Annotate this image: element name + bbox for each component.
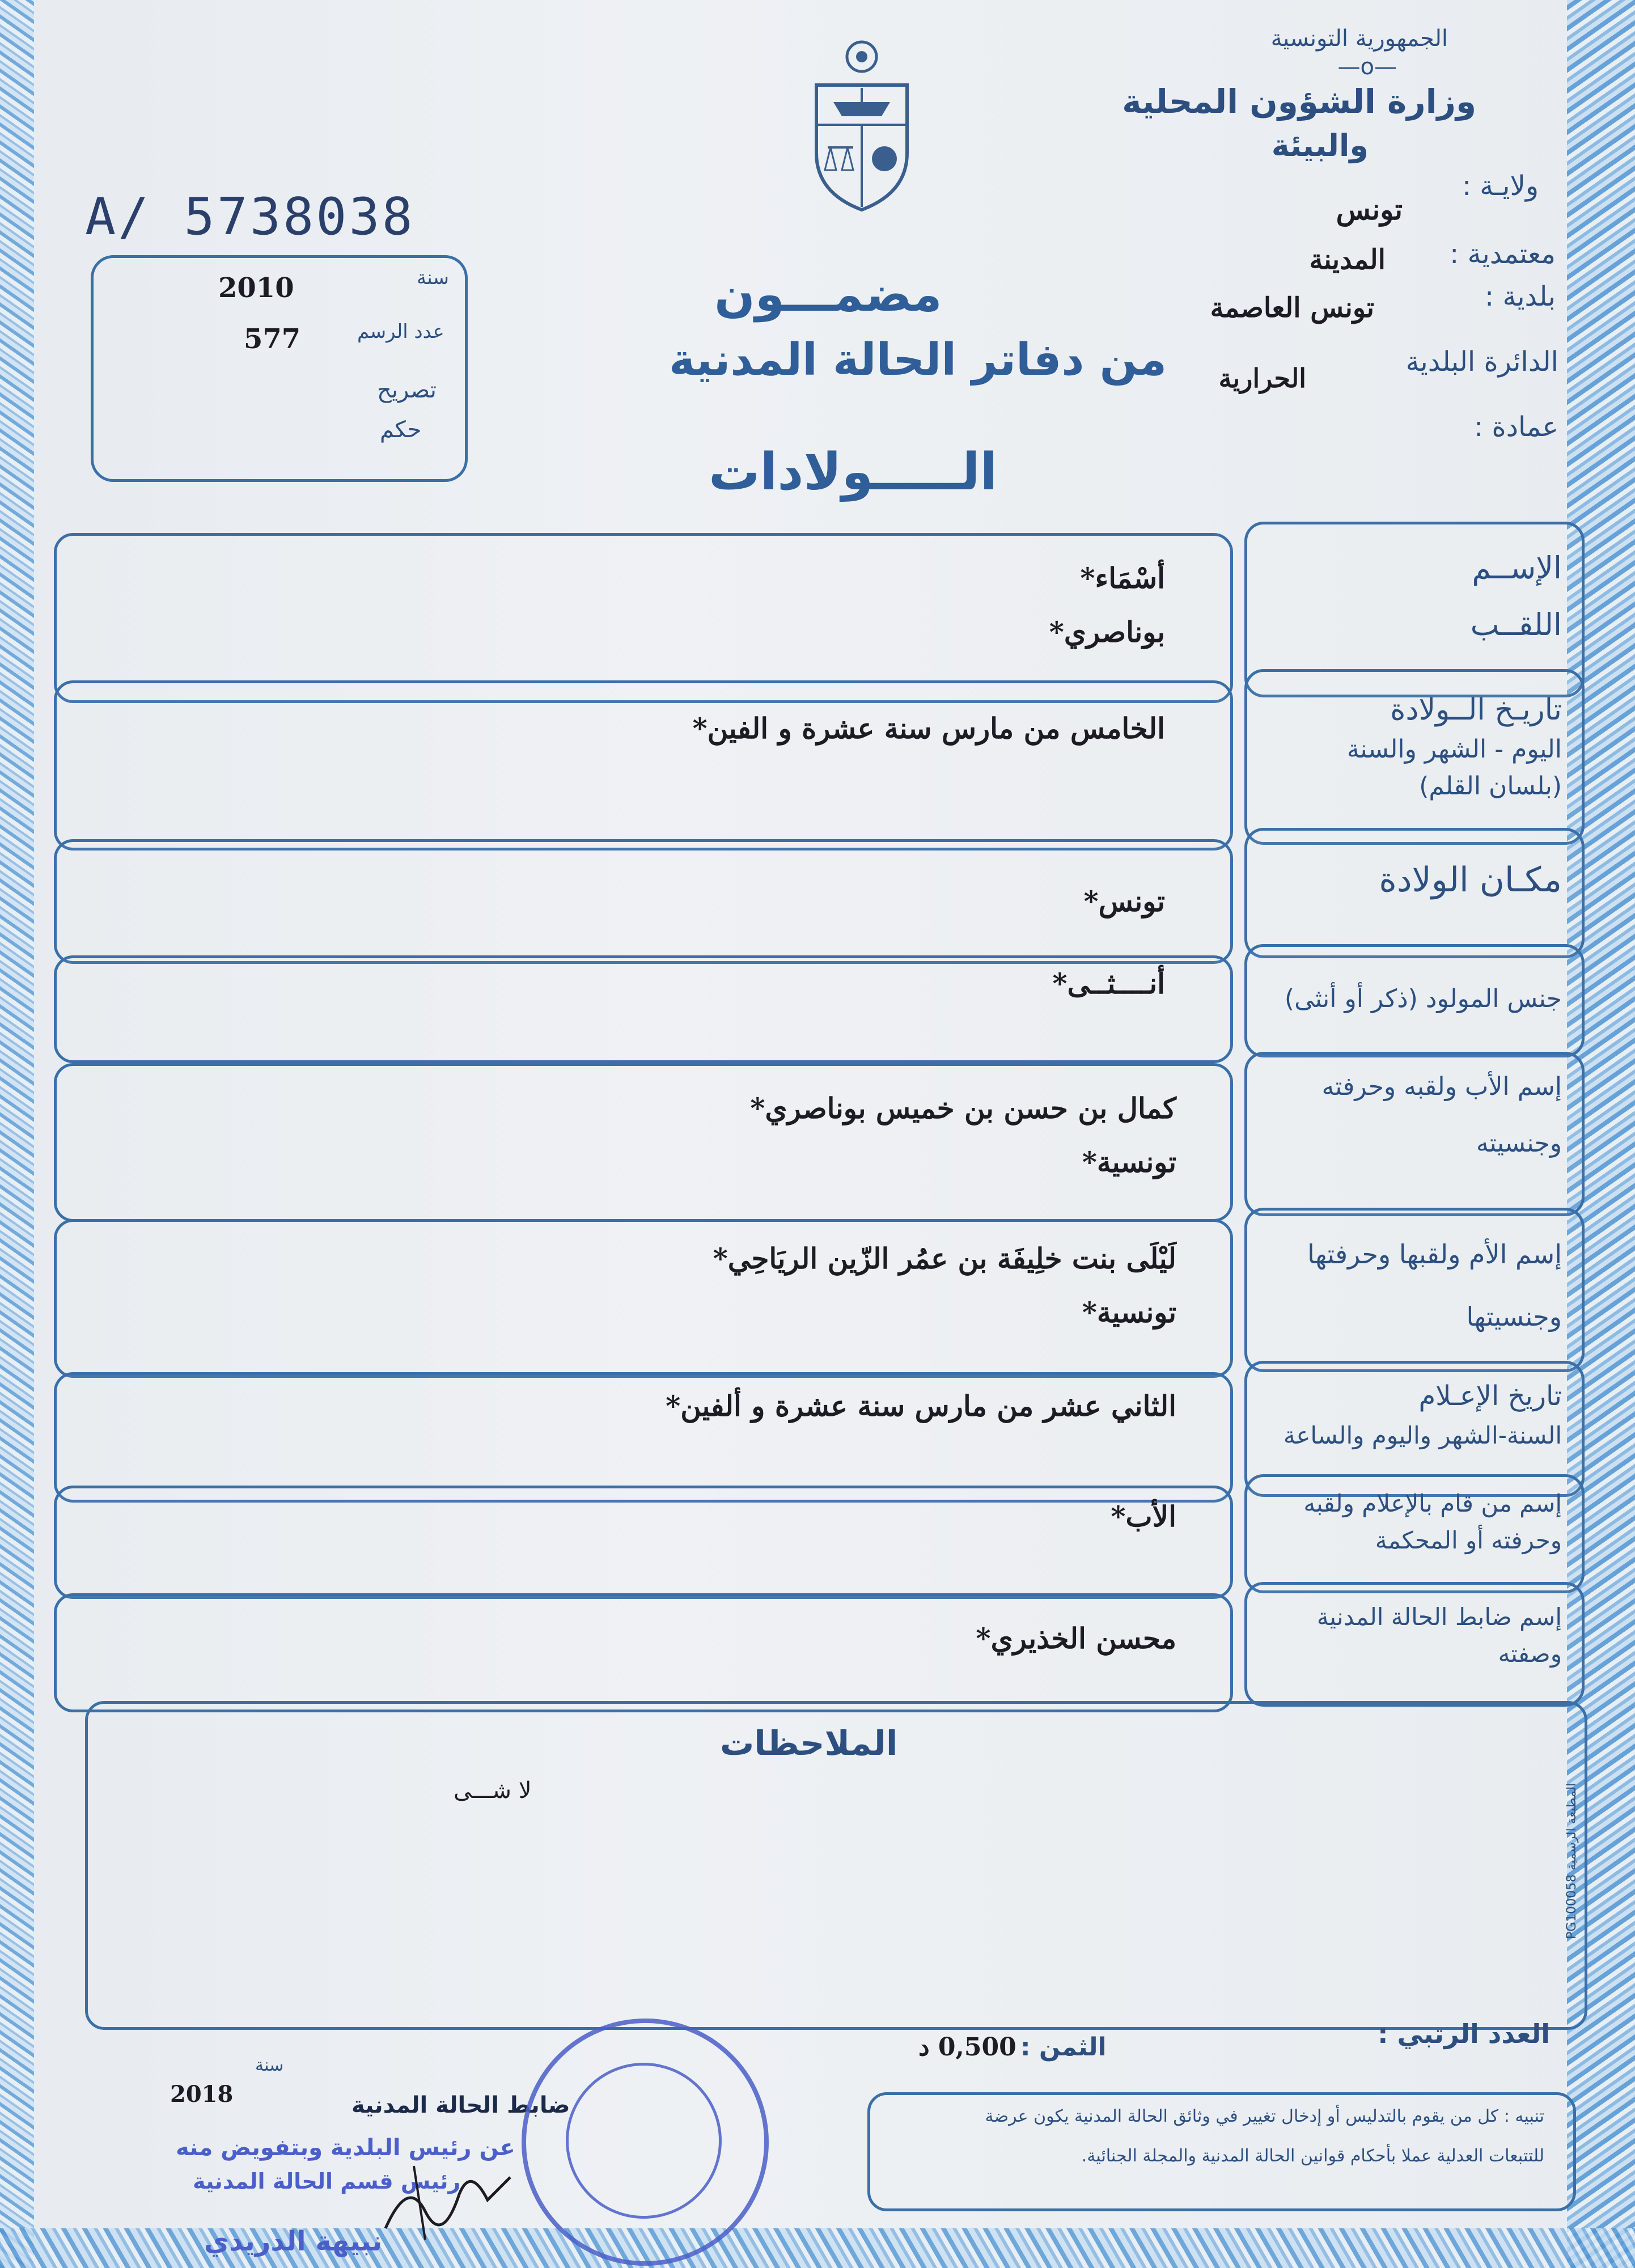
birth-date-value: الخامس من مارس سنة عشرة و الفين* — [692, 712, 1165, 745]
issue-year-label: سنة — [255, 2055, 284, 2075]
row-civil-officer — [54, 1582, 1585, 1712]
notes-title: الملاحظات — [720, 1724, 898, 1763]
declaration-date-sublabel: السنة-الشهر واليوم والساعة — [1283, 1421, 1562, 1449]
registration-number-label: عدد الرسم — [357, 320, 444, 343]
declarant-value: الأب* — [1111, 1500, 1176, 1533]
declarant-sublabel: وحرفته أو المحكمة — [1375, 1526, 1562, 1554]
declaration-date-label: تاريخ الإعـلام — [1418, 1380, 1562, 1412]
district-value: الحرارية — [1218, 363, 1306, 393]
issue-year-value: 2018 — [170, 2081, 234, 2108]
surname-value: بوناصري* — [1049, 615, 1165, 649]
delegation-value: المدينة — [1309, 244, 1386, 276]
mother-name-value: لَيْلَى بنت خلِيفَة بن عمُر الزّين الريَاحِي* — [713, 1242, 1176, 1275]
judgment-label: حكم — [380, 417, 422, 443]
mother-label-cell — [1244, 1208, 1585, 1372]
issuing-officer-name: نبيهة الدريدي — [204, 2225, 383, 2257]
serial-number-label: العدد الرتبي : — [1378, 2019, 1550, 2049]
birth-place-value: تونس* — [1083, 885, 1165, 918]
delegation-label: معتمدية : — [1450, 238, 1556, 270]
father-nationality-label: وجنسيته — [1476, 1129, 1562, 1158]
warning-text-line1: تنبيه : كل من يقوم بالتدليس أو إدخال تغيير في وثائق الحالة المدنية يكون عرضة — [985, 2106, 1544, 2126]
father-nationality-value: تونسية* — [1082, 1145, 1176, 1179]
sex-value: أنــــثــى* — [1052, 967, 1165, 1000]
notes-value: لا شـــى — [454, 1778, 532, 1804]
row-declarant — [54, 1474, 1585, 1599]
document-serial-number: A/ 5738038 — [85, 187, 415, 247]
mother-nationality-value: تونسية* — [1082, 1296, 1176, 1329]
republic-title: الجمهورية التونسية — [1270, 26, 1448, 52]
official-stamp — [522, 2019, 769, 2266]
row-birth-place — [54, 828, 1585, 964]
officer-value: محسن الخذيري* — [976, 1622, 1176, 1655]
mother-label: إسم الأم ولقبها وحرفتها — [1307, 1239, 1562, 1270]
header-separator: —o— — [1337, 54, 1397, 80]
warning-text-line2: للتتبعات العدلية عملا بأحكام قوانين الحالة المدنية والمجلة الجنائية. — [1081, 2146, 1544, 2166]
birth-place-label: مكـان الولادة — [1379, 860, 1562, 900]
municipality-label: بلدية : — [1485, 281, 1556, 312]
year-value: 2010 — [218, 272, 294, 304]
governorate-value: تونس — [1336, 193, 1403, 226]
declaration-date-value: الثاني عشر من مارس سنة عشرة و ألفين* — [666, 1389, 1176, 1423]
officer-sublabel: وصفته — [1498, 1640, 1562, 1668]
district-label: الدائرة البلدية — [1405, 346, 1558, 378]
price-value: 0,500 د — [918, 2033, 1016, 2062]
father-name-value: كمال بن حسن بن خميس بوناصري* — [750, 1091, 1176, 1125]
imada-label: عمادة : — [1474, 411, 1558, 443]
ministry-name-line1: وزارة الشؤون المحلية — [1122, 82, 1476, 121]
officer-label: إسم ضابط الحالة المدنية — [1316, 1603, 1562, 1631]
birth-date-note: (بلسان القلم) — [1419, 772, 1562, 801]
father-value-cell — [54, 1063, 1233, 1222]
row-sex — [54, 944, 1585, 1063]
father-label: إسم الأب ولقبه وحرفته — [1321, 1072, 1562, 1101]
price-label: الثمن : — [1020, 2033, 1107, 2062]
civil-registers-title: من دفاتر الحالة المدنية — [669, 335, 1167, 386]
sex-label: جنس المولود (ذكر أو أنثى) — [1284, 984, 1562, 1013]
given-name-label: الإســم — [1472, 550, 1562, 586]
printer-mark: المطبعة الرسمية PG100058 — [1565, 1783, 1579, 1939]
stamp-emblem — [566, 2063, 722, 2219]
year-label: سنة — [417, 266, 449, 289]
ministry-name-line2: والبيئة — [1271, 128, 1369, 163]
birth-date-value-cell — [54, 680, 1233, 850]
birth-date-sublabel: اليوم - الشهر والسنة — [1346, 735, 1562, 764]
issuing-officer-title: ضابط الحالة المدنية — [351, 2092, 570, 2118]
given-name-value: أسْمَاء* — [1080, 561, 1165, 595]
municipality-value: تونس العاصمة — [1210, 292, 1374, 324]
row-mother — [54, 1208, 1585, 1378]
delegation-stamp-line2: رئيس قسم الحالة المدنية — [193, 2169, 461, 2194]
delegation-stamp-line1: عن رئيس البلدية وبتفويض منه — [176, 2135, 515, 2161]
extract-title: مضمـــون — [714, 266, 942, 322]
handwritten-signature — [374, 2143, 533, 2245]
surname-label: اللقــب — [1470, 607, 1562, 642]
registration-number-value: 577 — [244, 323, 301, 355]
declarant-label: إسم من قام بالإعلام ولقبه — [1303, 1490, 1562, 1517]
governorate-label: ولايـة : — [1462, 170, 1539, 202]
declaration-label: تصريح — [377, 377, 437, 403]
births-title: الـــــولادات — [709, 442, 998, 502]
guilloche-border-left — [0, 0, 34, 2268]
row-birth-date — [54, 669, 1585, 850]
mother-nationality-label: وجنسيتها — [1466, 1301, 1562, 1332]
birth-date-label: تاريـخ الــولادة — [1390, 693, 1562, 727]
row-father — [54, 1052, 1585, 1222]
tunisia-coat-of-arms-icon — [805, 40, 918, 215]
